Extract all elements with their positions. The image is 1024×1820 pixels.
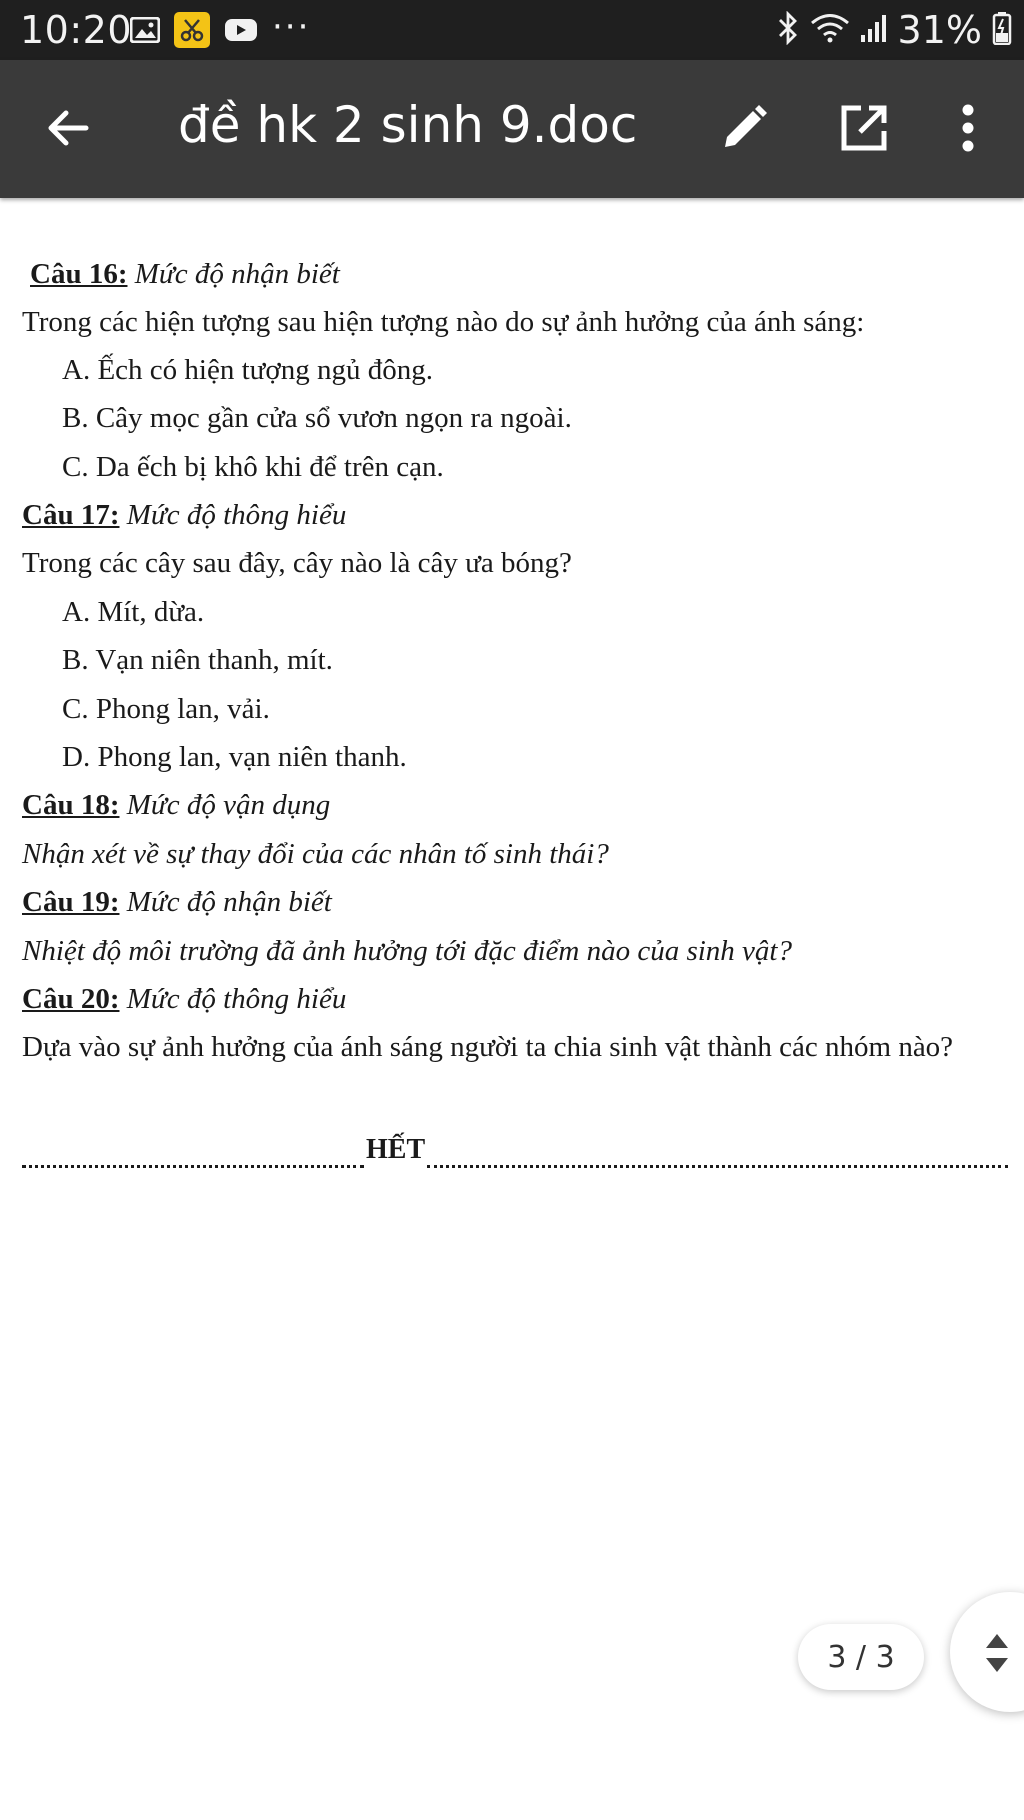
question-19-heading <box>22 882 332 922</box>
bluetooth-icon <box>776 11 800 49</box>
battery-icon <box>992 11 1012 49</box>
answer-option: C. Phong lan, vải. <box>62 693 270 725</box>
dotted-divider <box>22 1140 364 1168</box>
scissors-icon <box>174 12 210 48</box>
answer-option: A. Ếch có hiện tượng ngủ đông. <box>62 354 433 386</box>
question-17-text: Trong các cây sau đây, cây nào là cây ưa bóng? <box>22 547 572 579</box>
status-bar <box>0 0 1024 60</box>
question-level: Mức độ nhận biết <box>126 886 332 918</box>
question-number: Câu 16: <box>30 258 128 290</box>
more-options-button[interactable] <box>936 98 1000 162</box>
question-20-heading <box>22 979 346 1019</box>
back-arrow-icon <box>44 104 92 156</box>
page-indicator: 3 / 3 <box>798 1624 924 1690</box>
answer-option: B. Cây mọc gần cửa sổ vươn ngọn ra ngoài. <box>62 402 572 434</box>
question-number: Câu 19: <box>22 886 120 918</box>
question-17-heading <box>22 495 346 535</box>
question-number: Câu 18: <box>22 789 120 821</box>
end-marker-line <box>22 1128 1008 1168</box>
back-button[interactable] <box>36 98 100 162</box>
answer-option: C. Da ếch bị khô khi để trên cạn. <box>62 451 444 483</box>
question-19-text: Nhiệt độ môi trường đã ảnh hưởng tới đặc điểm nào của sinh vật? <box>22 935 792 967</box>
question-18-text: Nhận xét về sự thay đổi của các nhân tố sinh thái? <box>22 838 609 870</box>
question-level: Mức độ vận dụng <box>126 789 331 821</box>
open-in-app-button[interactable] <box>832 98 896 162</box>
answer-option: B. Vạn niên thanh, mít. <box>62 644 333 676</box>
question-level: Mức độ thông hiểu <box>126 499 347 531</box>
wifi-icon <box>810 12 850 48</box>
document-title: đề hk 2 sinh 9.doc <box>178 96 638 154</box>
question-16-heading <box>30 254 340 294</box>
dotted-divider <box>427 1140 1008 1168</box>
app-bar <box>0 60 1024 198</box>
battery-percent: 31% <box>897 8 982 52</box>
question-20-text: Dựa vào sự ảnh hưởng của ánh sáng người ta chia sinh vật thành các nhóm nào? <box>22 1031 954 1063</box>
scroll-arrows-icon <box>982 1628 1012 1682</box>
more-vert-icon <box>961 103 975 157</box>
pencil-icon <box>719 103 769 157</box>
question-16-text: Trong các hiện tượng sau hiện tượng nào do sự ảnh hưởng của ánh sáng: <box>22 306 865 338</box>
question-18-heading <box>22 785 330 825</box>
end-marker: HẾT <box>366 1134 426 1165</box>
answer-option: A. Mít, dừa. <box>62 596 205 628</box>
status-time: 10:20 <box>20 8 133 52</box>
notification-icons <box>130 7 311 48</box>
open-external-icon <box>839 103 889 157</box>
edit-button[interactable] <box>712 98 776 162</box>
question-number: Câu 20: <box>22 983 120 1015</box>
more-notifications-icon: ··· <box>272 7 311 47</box>
answer-option: D. Phong lan, vạn niên thanh. <box>62 741 407 773</box>
document-page <box>0 198 1024 1820</box>
signal-icon <box>860 13 888 47</box>
youtube-icon <box>224 17 258 43</box>
question-number: Câu 17: <box>22 499 120 531</box>
question-level: Mức độ nhận biết <box>134 258 340 290</box>
status-right <box>776 10 1012 50</box>
question-level: Mức độ thông hiểu <box>126 983 347 1015</box>
gallery-icon <box>130 17 160 43</box>
